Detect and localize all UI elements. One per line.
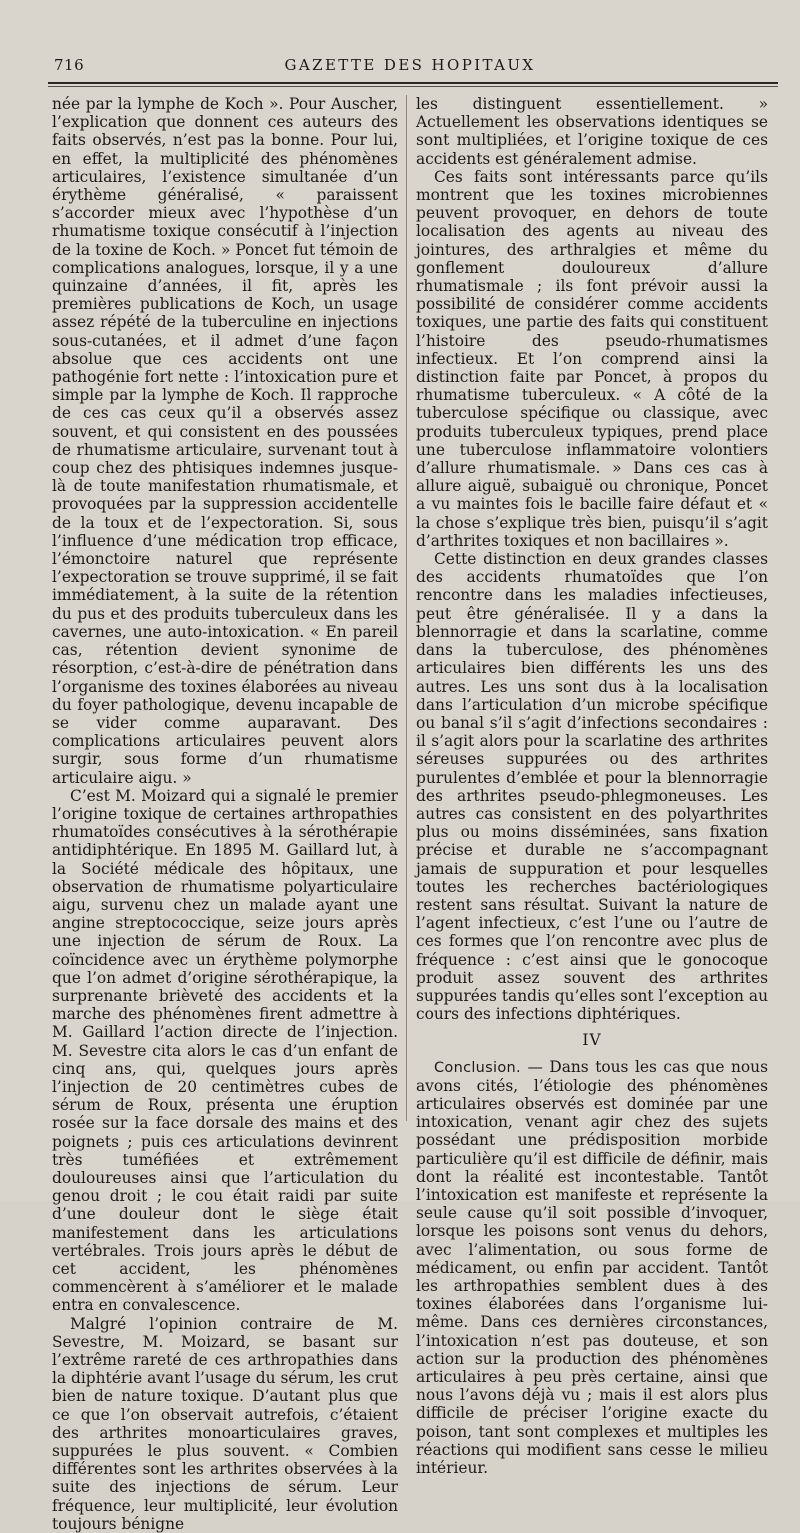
right-column	[416, 95, 768, 1478]
column-divider	[406, 95, 407, 1121]
paragraph-moizard: C’est M. Moizard qui a signalé le premier l’origine toxique de certaines arthropathies rhumatoïdes consécutives à la sérothérapie antidiphtérique. En 1895 M. Gaillard lut, à la Société médicale des hôpitaux, une observation de rhumatisme polyarticulaire aigu, survenu chez un malade ayant une angine streptococcique, seize jours après une injection de sérum de Roux. La coïncidence avec un érythème polymorphe que l’on admet d’origine sérothérapique, la surprenante brièveté des accidents et la marche des phénomènes firent admettre à M. Gaillard l’action directe de l’injection. M. Sevestre cita alors le cas d’un enfant de cinq ans, qui, quelques jours après l’injection de 20 centimètres cubes de sérum de Roux, présenta une éruption rosée sur la face dorsale des mains et des poignets ; puis ces articulations devinrent très tuméfiées et extrêmement douloureuses ainsi que l’articulation du genou droit ; le cou était raidi par suite d’une douleur dont le siège était manifestement dans les articulations vertébrales. Trois jours après le début de cet accident, les phénomènes commencèrent à s’améliorer et le malade entra en convalescence.	[52, 786, 398, 1315]
conclusion-heading: Conclusion.	[434, 1059, 521, 1076]
page-number: 716	[54, 56, 85, 74]
conclusion-text: — Dans tous les cas que nous avons cités, l’étiologie des phénomènes articulaires observés est dominée par une intoxication, venant agir chez des sujets possédant une prédisposition morbide particulière qu’il est difficile de définir, mais dont la réalité est incontestable. Tantôt l’intoxication est manifeste et représente la seule cause qu’il soit possible d’invoquer, lorsque les poisons sont venus du dehors, avec l’alimentation, ou sous forme de médicament, ou enfin par accident. Tantôt les arthropathies semblent dues à des toxines élaborées dans l’organisme lui-même. Dans ces dernières circonstances, l’intoxication n’est pas douteuse, et son action sur la production des phénomènes articulaires à peu près certaine, ainsi que nous l’avons déjà vu ; mais il est alors plus difficile de préciser l’origine exacte du poison, tant sont complexes et multiples les réactions qui modifient sans cesse le milieu intérieur.	[416, 1057, 768, 1478]
running-title: GAZETTE DES HOPITAUX	[284, 56, 536, 74]
paragraph-sevestre: Malgré l’opinion contraire de M. Sevestre, M. Moizard, se basant sur l’extrême rareté de ces arthropathies dans la diphtérie avant l’usage du sérum, les crut bien de nature toxique. D’autant plus que ce que l’on observait autrefois, c’étaient des arthrites monoarticulaires graves, suppurées le plus souvent. « Combien différentes sont les arthrites observées à la suite des injections de sérum. Leur fréquence, leur multiplicité, leur évolution toujours bénigne	[52, 1314, 398, 1533]
header-rule-thick	[48, 82, 778, 84]
left-column	[52, 95, 398, 1533]
section-number: IV	[582, 1031, 602, 1050]
paragraph-distinction: Cette distinction en deux grandes classes des accidents rhumatoïdes que l’on rencontre dans les maladies infectieuses, peut être généralisée. Il y a dans la blennorragie et dans la scarlatine, comme dans la tuberculose, des phénomènes articulaires bien différents les uns des autres. Les uns sont dus à la localisation dans l’articulation d’un microbe spécifique ou banal s’il s’agit d’infections secondaires : il s’agit alors pour la scarlatine des arthrites séreuses suppurées ou des arthrites purulentes d’emblée et pour la blennorragie des arthrites pseudo-phlegmoneuses. Les autres cas consistent en des polyarthrites plus ou moins disséminées, sans fixation précise et durable ne s’accompagnant jamais de suppuration et pour lesquelles toutes les recherches bactériologiques restent sans résultat. Suivant la nature de l’agent infectieux, c’est l’une ou l’autre de ces formes que l’on rencontre avec plus de fréquence : c’est ainsi que le gonocoque produit assez souvent des arthrites suppurées tandis qu’elles sont l’exception au cours des infections diphtériques.	[416, 550, 768, 1024]
paragraph-toxines: Ces faits sont intéressants parce qu’ils montrent que les toxines microbiennes peuvent provoquer, en dehors de toute localisation des agents au niveau des jointures, des arthralgies et même du gonflement douloureux d’allure rhumatismale ; ils font prévoir aussi la possibilité de considérer comme accidents toxiques, une partie des faits qui constituent l’histoire des pseudo-rhumatismes infectieux. Et l’on comprend ainsi la distinction faite par Poncet, à propos du rhumatisme tuberculeux. « A côté de la tuberculose spécifique ou classique, avec produits tuberculeux typiques, prend place une tuberculose inflammatoire volontiers d’allure rhumatismale. » Dans ces cas à allure aiguë, subaiguë ou chronique, Poncet a vu maintes fois le bacille faire défaut et « la chose s’explique très bien, puisqu’il s’agit d’arthrites toxiques et non bacillaires ».	[416, 167, 768, 550]
paragraph-conclusion	[416, 1058, 768, 1478]
page-header	[48, 52, 772, 80]
paragraph-continued: née par la lymphe de Koch ». Pour Auscher, l’explication que donnent ces auteurs des faits observés, n’est pas la bonne. Pour lui, en effet, la multiplicité des phénomènes articulaires, l’existence simultanée d’un érythème généralisé, « paraissent s’accorder mieux avec l’hypothèse d’un rhumatisme toxique consécutif à l’injection de la toxine de Koch. » Poncet fut témoin de complications analogues, lorsque, il y a une quinzaine d’années, il fit, après les premières publications de Koch, un usage assez répété de la tuberculine en injections sous-cutanées, et il admet d’une façon absolue que ces accidents ont une pathogénie fort nette : l’intoxication pure et simple par la lymphe de Koch. Il rapproche de ces cas ceux qu’il a observés assez souvent, et qui consistent en des poussées de rhumatisme articulaire, survenant tout à coup chez des phtisiques indemnes jusque-là de toute manifestation rhumatismale, et provoquées par la suppression accidentelle de la toux et de l’expectoration. Si, sous l’influence d’une médication trop efficace, l’émonctoire naturel que représente l’expectoration se trouve supprimé, il se fait immédiatement, à la suite de la rétention du pus et des produits tuberculeux dans les cavernes, une auto-intoxication. « En pareil cas, rétention devient synonime de résorption, c’est-à-dire de pénétration dans l’organisme des toxines élaborées au niveau du foyer pathologique, devenu incapable de se vider comme auparavant. Des complications articulaires peuvent alors surgir, sous forme d’un rhumatisme articulaire aigu. »	[52, 95, 398, 787]
header-rule-thin	[48, 86, 778, 87]
paragraph-continued-right: les distinguent essentiellement. » Actuellement les observations identiques se sont multipliées, et l’origine toxique de ces accidents est généralement admise.	[416, 95, 768, 168]
